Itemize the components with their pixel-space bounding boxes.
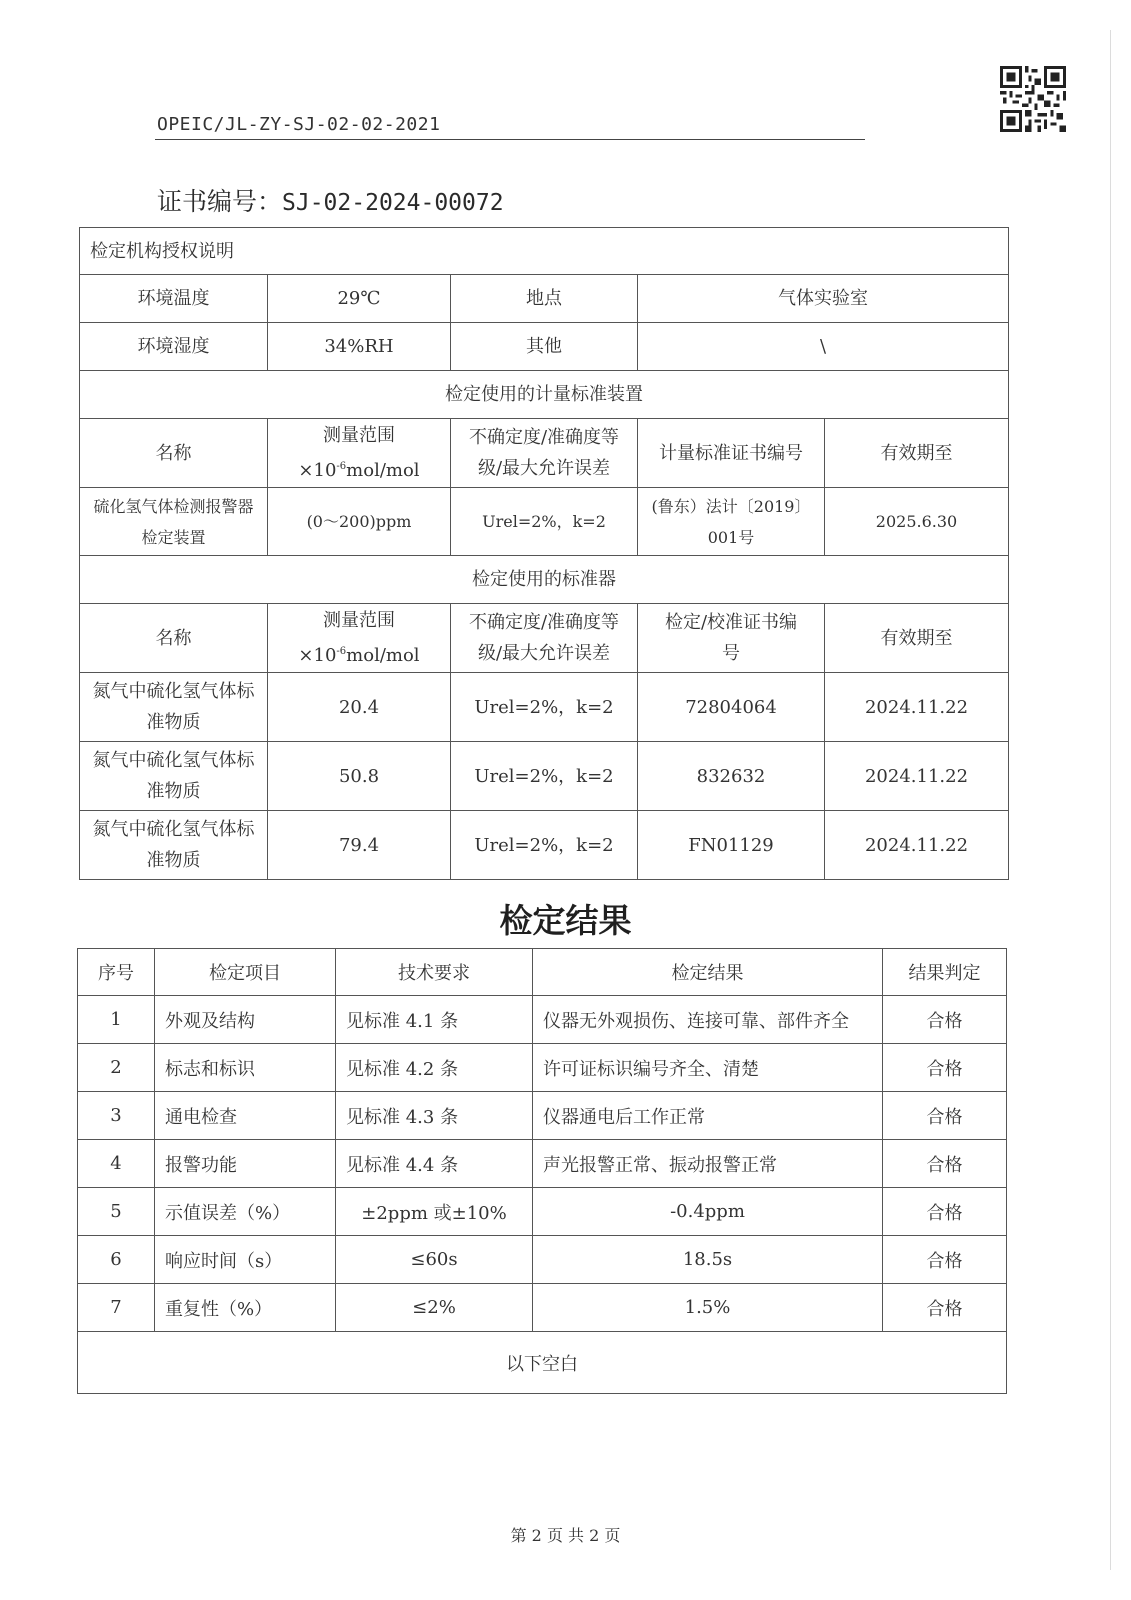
document-code: OPEIC/JL-ZY-SJ-02-02-2021 [157, 114, 441, 135]
temp-label: 环境温度 [80, 275, 268, 323]
material-header-cert: 检定/校准证书编 号 [638, 604, 825, 673]
device-range: (0～200)ppm [268, 488, 451, 556]
auth-title: 检定机构授权说明 [80, 228, 1009, 275]
device-header-range: 测量范围 $\times 10^{-6}mol$/mol [268, 419, 451, 488]
table-row: 4 报警功能 见标准 4.4 条 声光报警正常、振动报警正常 合格 [78, 1140, 1007, 1188]
standard-device-title: 检定使用的计量标准装置 [80, 371, 1009, 419]
header-divider [155, 139, 865, 140]
table-row: 3 通电检查 见标准 4.3 条 仪器通电后工作正常 合格 [78, 1092, 1007, 1140]
device-valid: 2025.6.30 [825, 488, 1009, 556]
device-header-uncertainty: 不确定度/准确度等 级/最大允许误差 [451, 419, 638, 488]
device-uncertainty: Urel=2%，k=2 [451, 488, 638, 556]
page-number: 第 2 页 共 2 页 [510, 1526, 621, 1545]
material-header-valid: 有效期至 [825, 604, 1009, 673]
table-row: 1 外观及结构 见标准 4.1 条 仪器无外观损伤、连接可靠、部件齐全 合格 [78, 996, 1007, 1044]
material-header-range: 测量范围 $\times 10^{-6}mol$/mol [268, 604, 451, 673]
header-no: 序号 [78, 949, 155, 996]
table-row: 7 重复性（%） ≤2% 1.5% 合格 [78, 1284, 1007, 1332]
cert-number-label: 证书编号： [157, 187, 283, 216]
device-header-valid: 有效期至 [825, 419, 1009, 488]
standards-table [79, 227, 1009, 880]
humidity-label: 环境湿度 [80, 323, 268, 371]
table-row: 2 标志和标识 见标准 4.2 条 许可证标识编号齐全、清楚 合格 [78, 1044, 1007, 1092]
certificate-number [157, 182, 504, 218]
other-value: \ [638, 323, 1009, 371]
results-table [77, 948, 1007, 1394]
header-requirement: 技术要求 [336, 949, 533, 996]
device-header-name: 名称 [80, 419, 268, 488]
table-row: 5 示值误差（%） ±2ppm 或±10% -0.4ppm 合格 [78, 1188, 1007, 1236]
other-label: 其他 [451, 323, 638, 371]
material-row: 氮气中硫化氢气体标 准物质 79.4 Urel=2%，k=2 FN01129 2024.11.22 [80, 811, 1009, 880]
material-header-uncertainty: 不确定度/准确度等 级/最大允许误差 [451, 604, 638, 673]
blank-note: 以下空白 [78, 1332, 1007, 1394]
results-title: 检定结果 [499, 901, 632, 940]
header-judgement: 结果判定 [883, 949, 1007, 996]
page-edge-line [1110, 30, 1111, 1570]
header-item: 检定项目 [155, 949, 336, 996]
standard-materials-title: 检定使用的标准器 [80, 556, 1009, 604]
humidity-value: 34%RH [268, 323, 451, 371]
device-cert: (鲁东）法计〔2019〕 001号 [638, 488, 825, 556]
material-header-name: 名称 [80, 604, 268, 673]
material-row: 氮气中硫化氢气体标 准物质 20.4 Urel=2%，k=2 72804064 2024.11.22 [80, 673, 1009, 742]
place-label: 地点 [451, 275, 638, 323]
header-result: 检定结果 [533, 949, 883, 996]
device-name: 硫化氢气体检测报警器 检定装置 [80, 488, 268, 556]
cert-number-value: SJ-02-2024-00072 [282, 190, 504, 216]
place-value: 气体实验室 [638, 275, 1009, 323]
material-row: 氮气中硫化氢气体标 准物质 50.8 Urel=2%，k=2 832632 2024.11.22 [80, 742, 1009, 811]
device-header-cert: 计量标准证书编号 [638, 419, 825, 488]
qr-code [1000, 66, 1066, 132]
table-row: 6 响应时间（s） ≤60s 18.5s 合格 [78, 1236, 1007, 1284]
temp-value: 29℃ [268, 275, 451, 323]
results-header-row [78, 949, 1007, 996]
